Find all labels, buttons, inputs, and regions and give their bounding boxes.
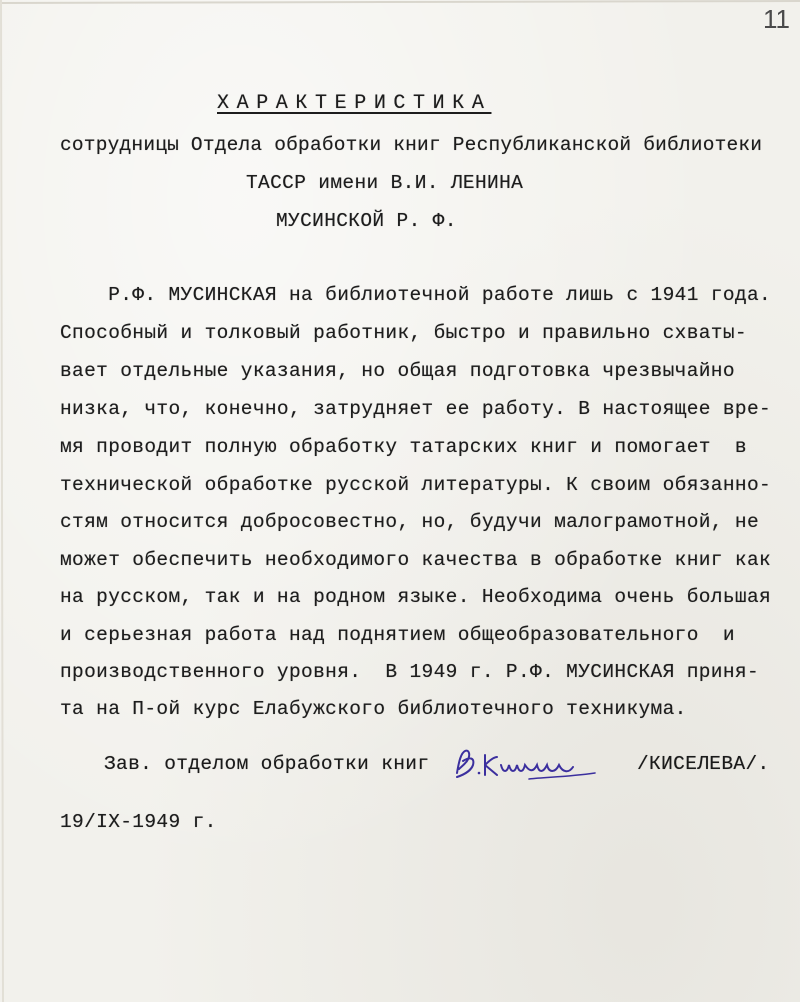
subtitle-line-3: МУСИНСКОЙ Р. Ф. bbox=[276, 210, 457, 232]
body-line: низка, что, конечно, затрудняет ее работу. В настоящее вре- bbox=[60, 398, 772, 420]
document-title: ХАРАКТЕРИСТИКА bbox=[217, 92, 492, 115]
page-number: 11 bbox=[763, 4, 790, 34]
body-line: может обеспечить необходимого качества в обработке книг как bbox=[60, 549, 772, 571]
document-date: 19/IX-1949 г. bbox=[60, 811, 217, 833]
body-line: Р.Ф. МУСИНСКАЯ на библиотечной работе лишь с 1941 года. bbox=[60, 284, 772, 306]
body-line: мя проводит полную обработку татарских книг и помогает в bbox=[60, 436, 747, 458]
signatory-position: Зав. отделом обработки книг bbox=[104, 753, 430, 775]
body-line: вает отдельные указания, но общая подготовка чрезвычайно bbox=[60, 360, 735, 382]
body-line: Способный и толковый работник, быстро и правильно схваты- bbox=[60, 322, 747, 344]
body-line: производственного уровня. В 1949 г. Р.Ф. МУСИНСКАЯ приня- bbox=[60, 661, 760, 683]
signatory-name: /КИСЕЛЕВА/. bbox=[637, 753, 770, 775]
body-line: та на П-ой курс Елабужского библиотечного техникума. bbox=[60, 698, 687, 720]
body-line: и серьезная работа над поднятием общеобразовательного и bbox=[60, 624, 735, 646]
signature-block bbox=[104, 749, 784, 789]
handwritten-signature bbox=[451, 743, 601, 789]
subtitle-line-1: сотрудницы Отдела обработки книг Республиканской библиотеки bbox=[60, 134, 763, 156]
body-line: на русском, так и на родном языке. Необходима очень большая bbox=[60, 586, 772, 608]
subtitle-line-2: ТАССР имени В.И. ЛЕНИНА bbox=[246, 172, 524, 194]
body-line: технической обработке русской литературы. К своим обязанно- bbox=[60, 474, 772, 496]
body-line: стям относится добросовестно, но, будучи малограмотной, не bbox=[60, 511, 760, 533]
